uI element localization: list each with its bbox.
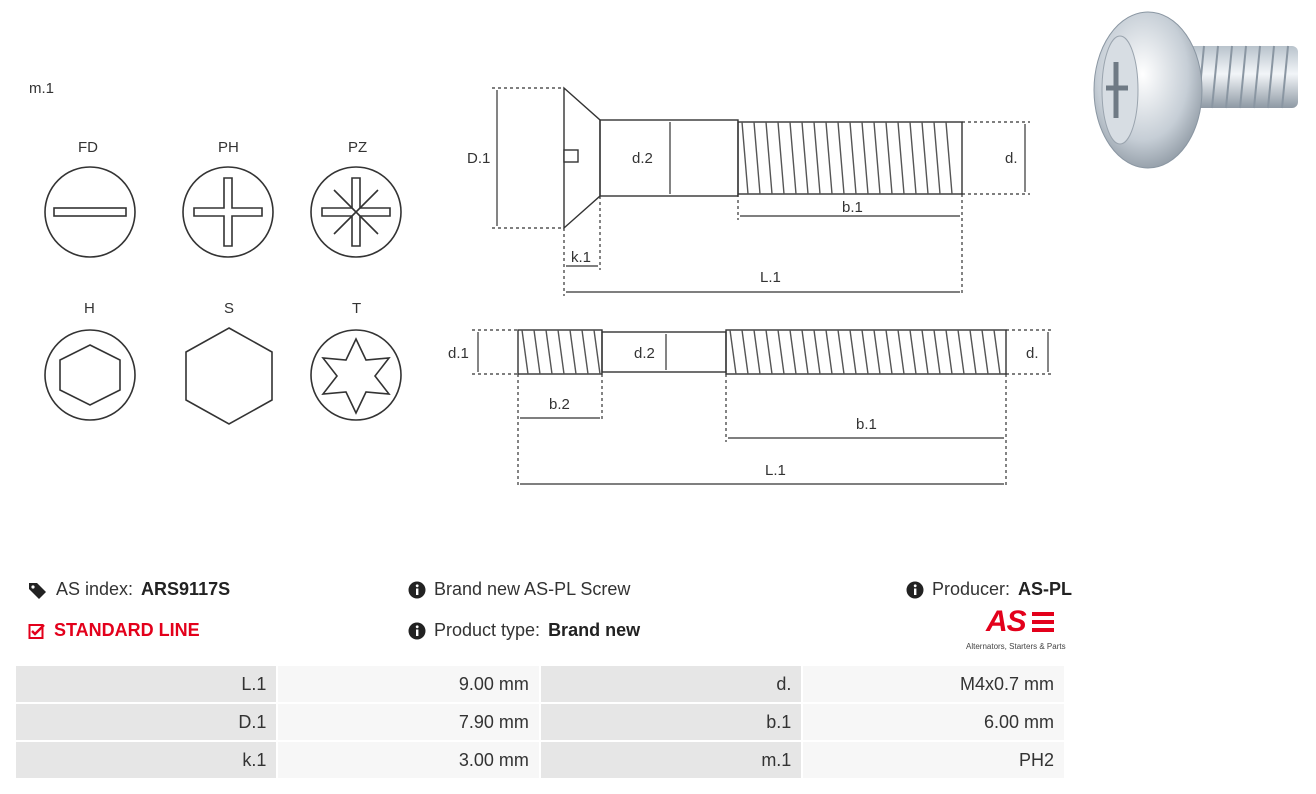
drive-label-h: H — [84, 300, 95, 317]
pozidriv-drive-icon — [311, 167, 401, 257]
spec-key: D.1 — [15, 703, 277, 741]
product-type-value: Brand new — [548, 620, 641, 640]
logo-mark: AS — [986, 605, 1026, 638]
info-icon — [408, 622, 426, 640]
spec-value: M4x0.7 mm — [802, 665, 1065, 703]
spec-value: PH2 — [802, 741, 1065, 779]
producer-label: Producer: — [932, 579, 1011, 599]
drive-label-t: T — [352, 300, 362, 317]
table-row — [15, 703, 1065, 741]
tags-icon — [28, 581, 48, 599]
phillips-drive-icon — [183, 167, 273, 257]
label-d2-top: d.2 — [632, 150, 653, 167]
product-type-row — [408, 620, 640, 641]
brand-text: Brand new AS-PL Screw — [434, 579, 631, 599]
screw-drawing-stud — [440, 320, 1060, 500]
spec-key: L.1 — [15, 665, 277, 703]
product-photo — [1086, 0, 1306, 172]
drive-label-pz: PZ — [348, 139, 368, 156]
label-d1-bottom: d.1 — [448, 345, 469, 362]
label-b1-top: b.1 — [842, 199, 863, 216]
label-b2-bottom: b.2 — [549, 396, 570, 413]
label-d2-bottom: d.2 — [634, 345, 655, 362]
spec-value: 7.90 mm — [277, 703, 539, 741]
drive-label-s: S — [224, 300, 235, 317]
table-row — [15, 741, 1065, 779]
logo-tagline: Alternators, Starters & Parts — [966, 642, 1066, 651]
label-b1-bottom: b.1 — [856, 416, 877, 433]
as-index-value: ARS9117S — [141, 579, 231, 599]
spec-value: 6.00 mm — [802, 703, 1065, 741]
checkbox-checked-icon — [28, 622, 46, 640]
as-index-label: AS index: — [56, 579, 134, 599]
producer-row — [906, 579, 1072, 600]
spec-key: d. — [540, 665, 802, 703]
brand-row — [408, 579, 630, 600]
hex-socket-drive-icon — [45, 330, 135, 420]
label-D1-top: D.1 — [467, 150, 491, 167]
label-d-bottom: d. — [1026, 345, 1039, 362]
drive-label-ph: PH — [218, 139, 239, 156]
screw-drawing-countersunk — [440, 70, 1060, 310]
standard-line-row — [28, 620, 200, 641]
hex-head-drive-icon — [186, 328, 272, 424]
drive-type-icons — [0, 0, 420, 440]
spec-value: 3.00 mm — [277, 741, 539, 779]
table-row — [15, 665, 1065, 703]
info-icon — [408, 581, 426, 599]
spec-key: k.1 — [15, 741, 277, 779]
spec-value: 9.00 mm — [277, 665, 539, 703]
label-L1-bottom: L.1 — [765, 462, 786, 479]
drive-type-title: m.1 — [29, 80, 55, 97]
as-pl-logo — [966, 606, 1068, 654]
producer-value: AS-PL — [1018, 579, 1073, 599]
label-L1-top: L.1 — [760, 269, 781, 286]
label-d-top: d. — [1005, 150, 1018, 167]
info-icon — [906, 581, 924, 599]
specs-table — [14, 664, 1066, 780]
spec-key: m.1 — [540, 741, 802, 779]
slotted-drive-icon — [45, 167, 135, 257]
drive-label-fd: FD — [78, 139, 98, 156]
label-k1-top: k.1 — [571, 249, 592, 266]
standard-line-label: STANDARD LINE — [54, 620, 200, 640]
torx-drive-icon — [311, 330, 401, 420]
spec-key: b.1 — [540, 703, 802, 741]
product-type-label: Product type: — [434, 620, 541, 640]
as-index-row — [28, 579, 230, 600]
